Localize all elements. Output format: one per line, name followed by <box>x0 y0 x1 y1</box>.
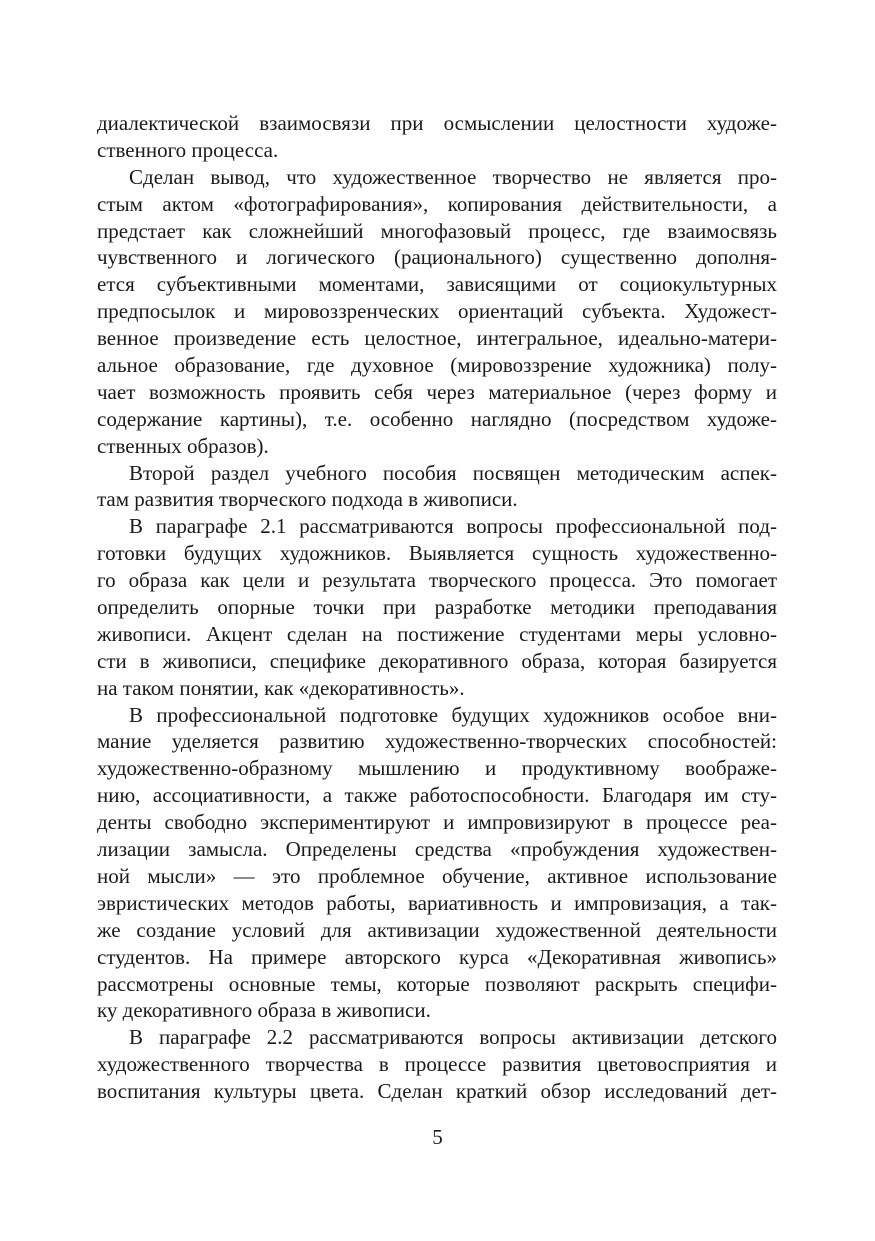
text-line: Сделан вывод, что художественное творчество не является про- <box>129 164 777 189</box>
text-line: чает возможность проявить себя через материальное (через форму и <box>97 379 777 404</box>
text-line: нию, ассоциативности, а также работоспособности. Благодаря им сту- <box>97 783 777 808</box>
text-line: ку декоративного образа в живописи. <box>97 998 431 1023</box>
text-line: диалектической взаимосвязи при осмыслении целостности художе- <box>97 111 777 135</box>
text-line: воспитания культуры цвета. Сделан краткий обзор исследований дет- <box>97 1079 777 1104</box>
text-line: мание уделяется развитию художественно-творческих способностей: <box>97 729 777 754</box>
text-line: рассмотрены основные темы, которые позволяют раскрыть специфи- <box>97 971 777 996</box>
text-line: Второй раздел учебного пособия посвящен методическим аспек- <box>129 460 777 485</box>
text-line: же создание условий для активизации художественной деятельности <box>97 917 777 942</box>
text-line: определить опорные точки при разработке методики преподавания <box>97 595 777 620</box>
text-line: стым актом «фотографирования», копирования действительности, а <box>97 191 777 216</box>
text-line: ной мысли» — это проблемное обучение, активное использование <box>97 863 777 888</box>
text-line: готовки будущих художников. Выявляется сущность художественно- <box>97 541 777 566</box>
text-line: денты свободно экспериментируют и импровизируют в процессе реа- <box>97 810 777 835</box>
text-line: лизации замысла. Определены средства «пробуждения художествен- <box>97 837 777 862</box>
text-line: предстает как сложнейший многофазовый процесс, где взаимосвязь <box>97 218 777 243</box>
text-line: художественно-образному мышлению и продуктивному воображе- <box>97 756 777 781</box>
page-number: 5 <box>432 1125 443 1149</box>
text-line: го образа как цели и результата творческого процесса. Это помогает <box>97 568 777 593</box>
text-line: В параграфе 2.2 рассматриваются вопросы активизации детского <box>129 1025 777 1050</box>
text-line: на таком понятии, как «декоративность». <box>97 675 465 700</box>
text-line: сти в живописи, специфике декоративного образа, которая базируется <box>97 648 777 673</box>
text-line: эвристических методов работы, вариативность и импровизация, а так- <box>97 890 777 915</box>
text-line: чувственного и логического (рационального) существенно дополня- <box>97 245 777 270</box>
text-line: предпосылок и мировоззренческих ориентаций субъекта. Художест- <box>97 299 777 324</box>
text-line: В профессиональной подготовке будущих художников особое вни- <box>129 702 777 727</box>
body-text <box>97 110 777 1105</box>
text-line: В параграфе 2.1 рассматриваются вопросы профессиональной под- <box>129 514 777 539</box>
text-line: венное произведение есть целостное, интегральное, идеально-матери- <box>97 326 777 351</box>
text-line: содержание картины), т.е. особенно наглядно (посредством художе- <box>97 406 777 431</box>
text-line: живописи. Акцент сделан на постижение студентами меры условно- <box>97 621 777 646</box>
text-line: ственных образов). <box>97 433 269 458</box>
text-line: художественного творчества в процессе развития цветовосприятия и <box>97 1052 777 1077</box>
text-line: там развития творческого подхода в живописи. <box>97 487 518 512</box>
text-line: студентов. На примере авторского курса «Декоративная живопись» <box>97 944 777 969</box>
text-line: альное образование, где духовное (мировоззрение художника) полу- <box>97 353 777 378</box>
text-line: ется субъективными моментами, зависящими от социокультурных <box>97 272 777 297</box>
text-line: ственного процесса. <box>97 137 279 162</box>
